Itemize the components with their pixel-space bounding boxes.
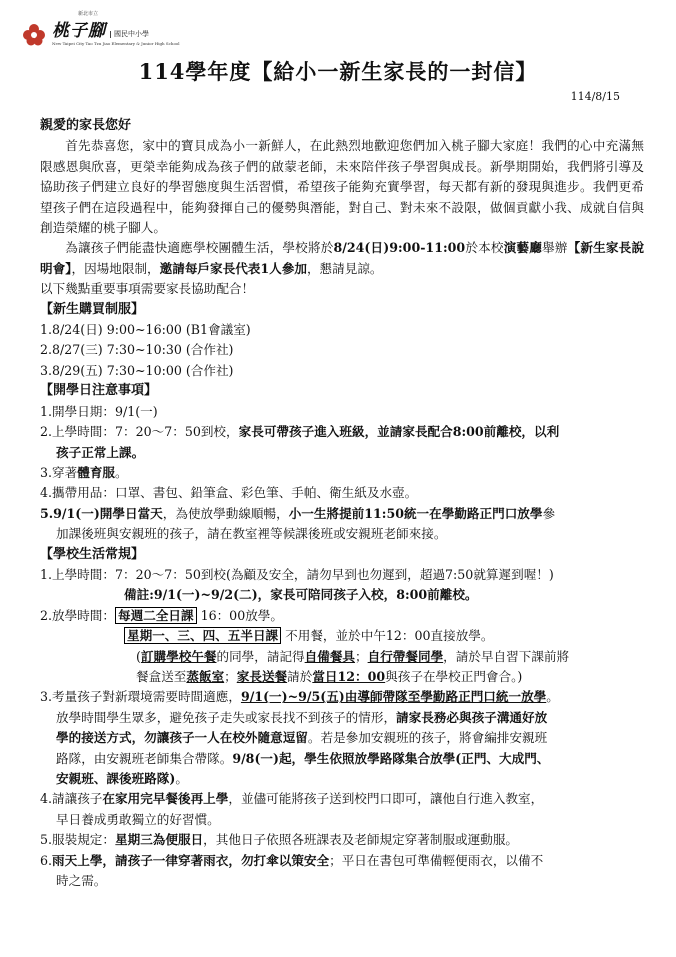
full-day-box: 每週二全日課: [115, 607, 197, 624]
list-item: 5.9/1(一)開學日當天，為使放學動線順暢，小一生將提前11:50統一在學勤路正門口放學參: [40, 505, 556, 521]
list-item: 2.放學時間： 每週二全日課 16：00放學。: [40, 607, 283, 623]
logo-school-type: 國民中小學: [110, 31, 149, 38]
list-item-continued: 學的接送方式，勿讓孩子一人在校外隨意逗留。若是參加安親班的孩子，將會編排安親班: [56, 730, 548, 746]
logo-english-name: New Taipei City Tao Tzu Jiao Elementary & Junior High School: [52, 40, 180, 46]
list-item: 4.請讓孩子在家用完早餐後再上學，並儘可能將孩子送到校門口即可，讓他自行進入教室，: [40, 791, 544, 807]
list-item-continued: 路隊，由安親班老師集合帶隊。9/8(一)起，學生依照放學路隊集合放學(正門、大成門、: [56, 750, 550, 766]
section-uniform-heading: 【新生購買制服】: [40, 301, 145, 317]
section-first-day-heading: 【開學日注意事項】: [40, 383, 158, 399]
letter-title: 114學年度【給小一新生家長的一封信】: [138, 59, 538, 84]
note-line: 以下幾點重要事項需要家長協助配合！: [40, 281, 255, 297]
intro-paragraph: 首先恭喜您，家中的寶貝成為小一新鮮人，在此熱烈地歡迎您們加入桃子腳大家庭！我們的心中充滿無限感恩與欣喜，更榮幸能夠成為孩子們的啟蒙老師，未來陪伴孩子學習與成長。新學期開始，我們將引導及協助孩子們建立良好的學習態度與生活習慣，希望孩子能夠充實學習，每天都有新的發現與進步。我們更希望孩子們在這段過程中，能夠發揮自己的優勢與潛能，對自己、對未來不設限，做個貢獻小我、成就自信與創造榮耀的桃子腳人。: [40, 138, 644, 236]
list-item: 3.穿著體育服。: [40, 464, 128, 480]
list-item-continued: (訂購學校午餐的同學，請記得自備餐具；自行帶餐同學，請於早自習下課前將: [136, 648, 570, 664]
peach-blossom-logo-icon: [20, 20, 48, 48]
list-item: 6.雨天上學，請孩子一律穿著雨衣，勿打傘以策安全；平日在書包可準備輕便雨衣，以備不: [40, 852, 544, 868]
list-item: 2.8/27(三) 7:30~10:30 (合作社): [40, 342, 234, 358]
list-item: 1.開學日期：9/1(一): [40, 403, 158, 419]
list-item-continued: 星期一、三、四、五半日課 不用餐，並於中午12：00直接放學。: [40, 626, 644, 646]
list-item-continued: 早日養成勇敢獨立的好習慣。: [56, 811, 220, 827]
list-item: 5.服裝規定：星期三為便服日，其他日子依照各班課表及老師規定穿著制服或運動服。: [40, 832, 518, 848]
list-item-continued: 時之需。: [56, 873, 107, 889]
list-item: 3.8/29(五) 7:30~10:00 (合作社): [40, 362, 234, 378]
list-item-continued: 餐盒送至蒸飯室；家長送餐請於當日12：00與孩子在學校正門會合。): [136, 668, 523, 684]
list-item-continued: 放學時間學生眾多，避免孩子走失或家長找不到孩子的情形，請家長務必與孩子溝通好放: [56, 709, 548, 725]
list-item: 1.上學時間：7：20～7：50到校(為顧及安全，請勿早到也勿遲到，超過7:50就算遲到喔！): [40, 566, 554, 582]
school-logo: [20, 11, 180, 54]
letter-body: [40, 116, 644, 891]
list-item: 4.攜帶用品：口罩、書包、鉛筆盒、彩色筆、手帕、衛生紙及水壺。: [40, 485, 418, 501]
list-item-continued: 孩子正常上課。: [56, 444, 145, 460]
greeting: 親愛的家長您好: [40, 118, 132, 133]
half-day-box: 星期一、三、四、五半日課: [124, 627, 281, 644]
list-item-continued: 安親班、課後班路隊)。: [56, 771, 188, 786]
list-item: 3.考量孩子對新環境需要時間適應，9/1(一)~9/5(五)由導師帶隊至學勤路正門口統一放學。: [40, 689, 559, 705]
logo-brand-text: 桃子腳: [52, 20, 106, 41]
list-item-continued: 加課後班與安親班的孩子，請在教室裡等候課後班或安親班老師來接。: [56, 526, 447, 542]
section-rules-heading: 【學校生活常規】: [40, 546, 145, 562]
list-item-note: 備註:9/1(一)~9/2(二)，家長可陪同孩子入校，8:00前離校。: [124, 587, 478, 603]
orientation-paragraph: 為讓孩子們能盡快適應學校團體生活，學校將於8/24(日)9:00-11:00於本校演藝廳舉辦【新生家長說明會】，因場地限制，邀請每戶家長代表1人參加，懇請見諒。: [40, 240, 645, 276]
logo-est-text: 新北市立: [78, 11, 99, 17]
list-item: 2.上學時間：7：20～7：50到校，家長可帶孩子進入班級，並請家長配合8:00前離校，以利: [40, 424, 560, 440]
list-item: 1.8/24(日) 9:00~16:00 (B1會議室): [40, 322, 251, 338]
letter-date: 114/8/15: [570, 90, 620, 103]
